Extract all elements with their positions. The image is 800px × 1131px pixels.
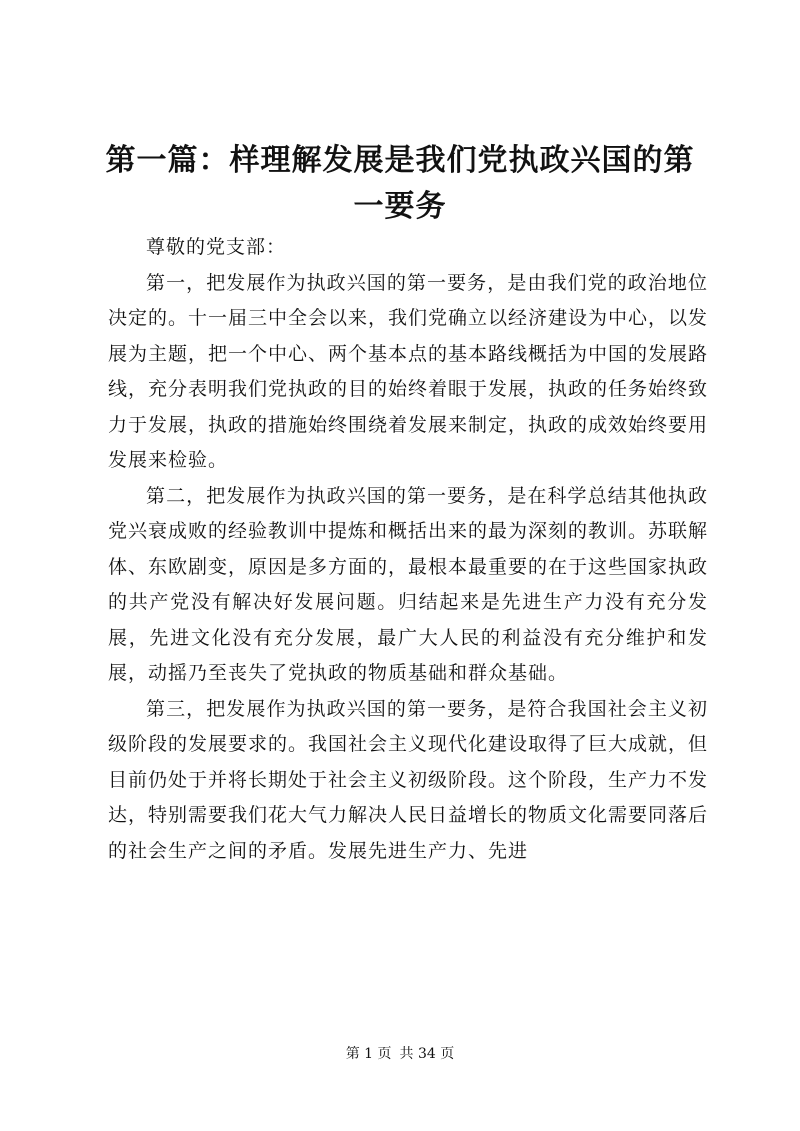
paragraph-1: 第一，把发展作为执政兴国的第一要务，是由我们党的政治地位决定的。十一届三中全会以来，我们党确立以经济建设为中心，以发展为主题，把一个中心、两个基本点的基本路线概括为中国的发展路线，充分表明我们党执政的目的始终着眼于发展，执政的任务始终致力于发展，执政的措施始终围绕着发展来制定，执政的成效始终要用发展来检验。 — [108, 271, 709, 471]
salutation: 尊敬的党支部： — [146, 236, 287, 258]
document-body — [108, 230, 708, 869]
document-title: 第一篇：样理解发展是我们党执政兴国的第一要务 — [105, 143, 695, 224]
page-footer — [0, 1044, 800, 1064]
page-number: 第 1 页 — [345, 1046, 392, 1062]
page-total: 共 34 页 — [399, 1046, 455, 1062]
paragraph-2: 第二，把发展作为执政兴国的第一要务，是在科学总结其他执政党兴衰成败的经验教训中提炼和概括出来的最为深刻的教训。苏联解体、东欧剧变，原因是多方面的，最根本最重要的在于这些国家执政的共产党没有解决好发展问题。归结起来是先进生产力没有充分发展，先进文化没有充分发展，最广大人民的利益没有充分维护和发展，动摇乃至丧失了党执政的物质基础和群众基础。 — [108, 484, 709, 684]
paragraph-3: 第三，把发展作为执政兴国的第一要务，是符合我国社会主义初级阶段的发展要求的。我国社会主义现代化建设取得了巨大成就，但目前仍处于并将长期处于社会主义初级阶段。这个阶段，生产力不发达，特别需要我们花大气力解决人民日益增长的物质文化需要同落后的社会生产之间的矛盾。发展先进生产力、先进 — [108, 697, 709, 862]
